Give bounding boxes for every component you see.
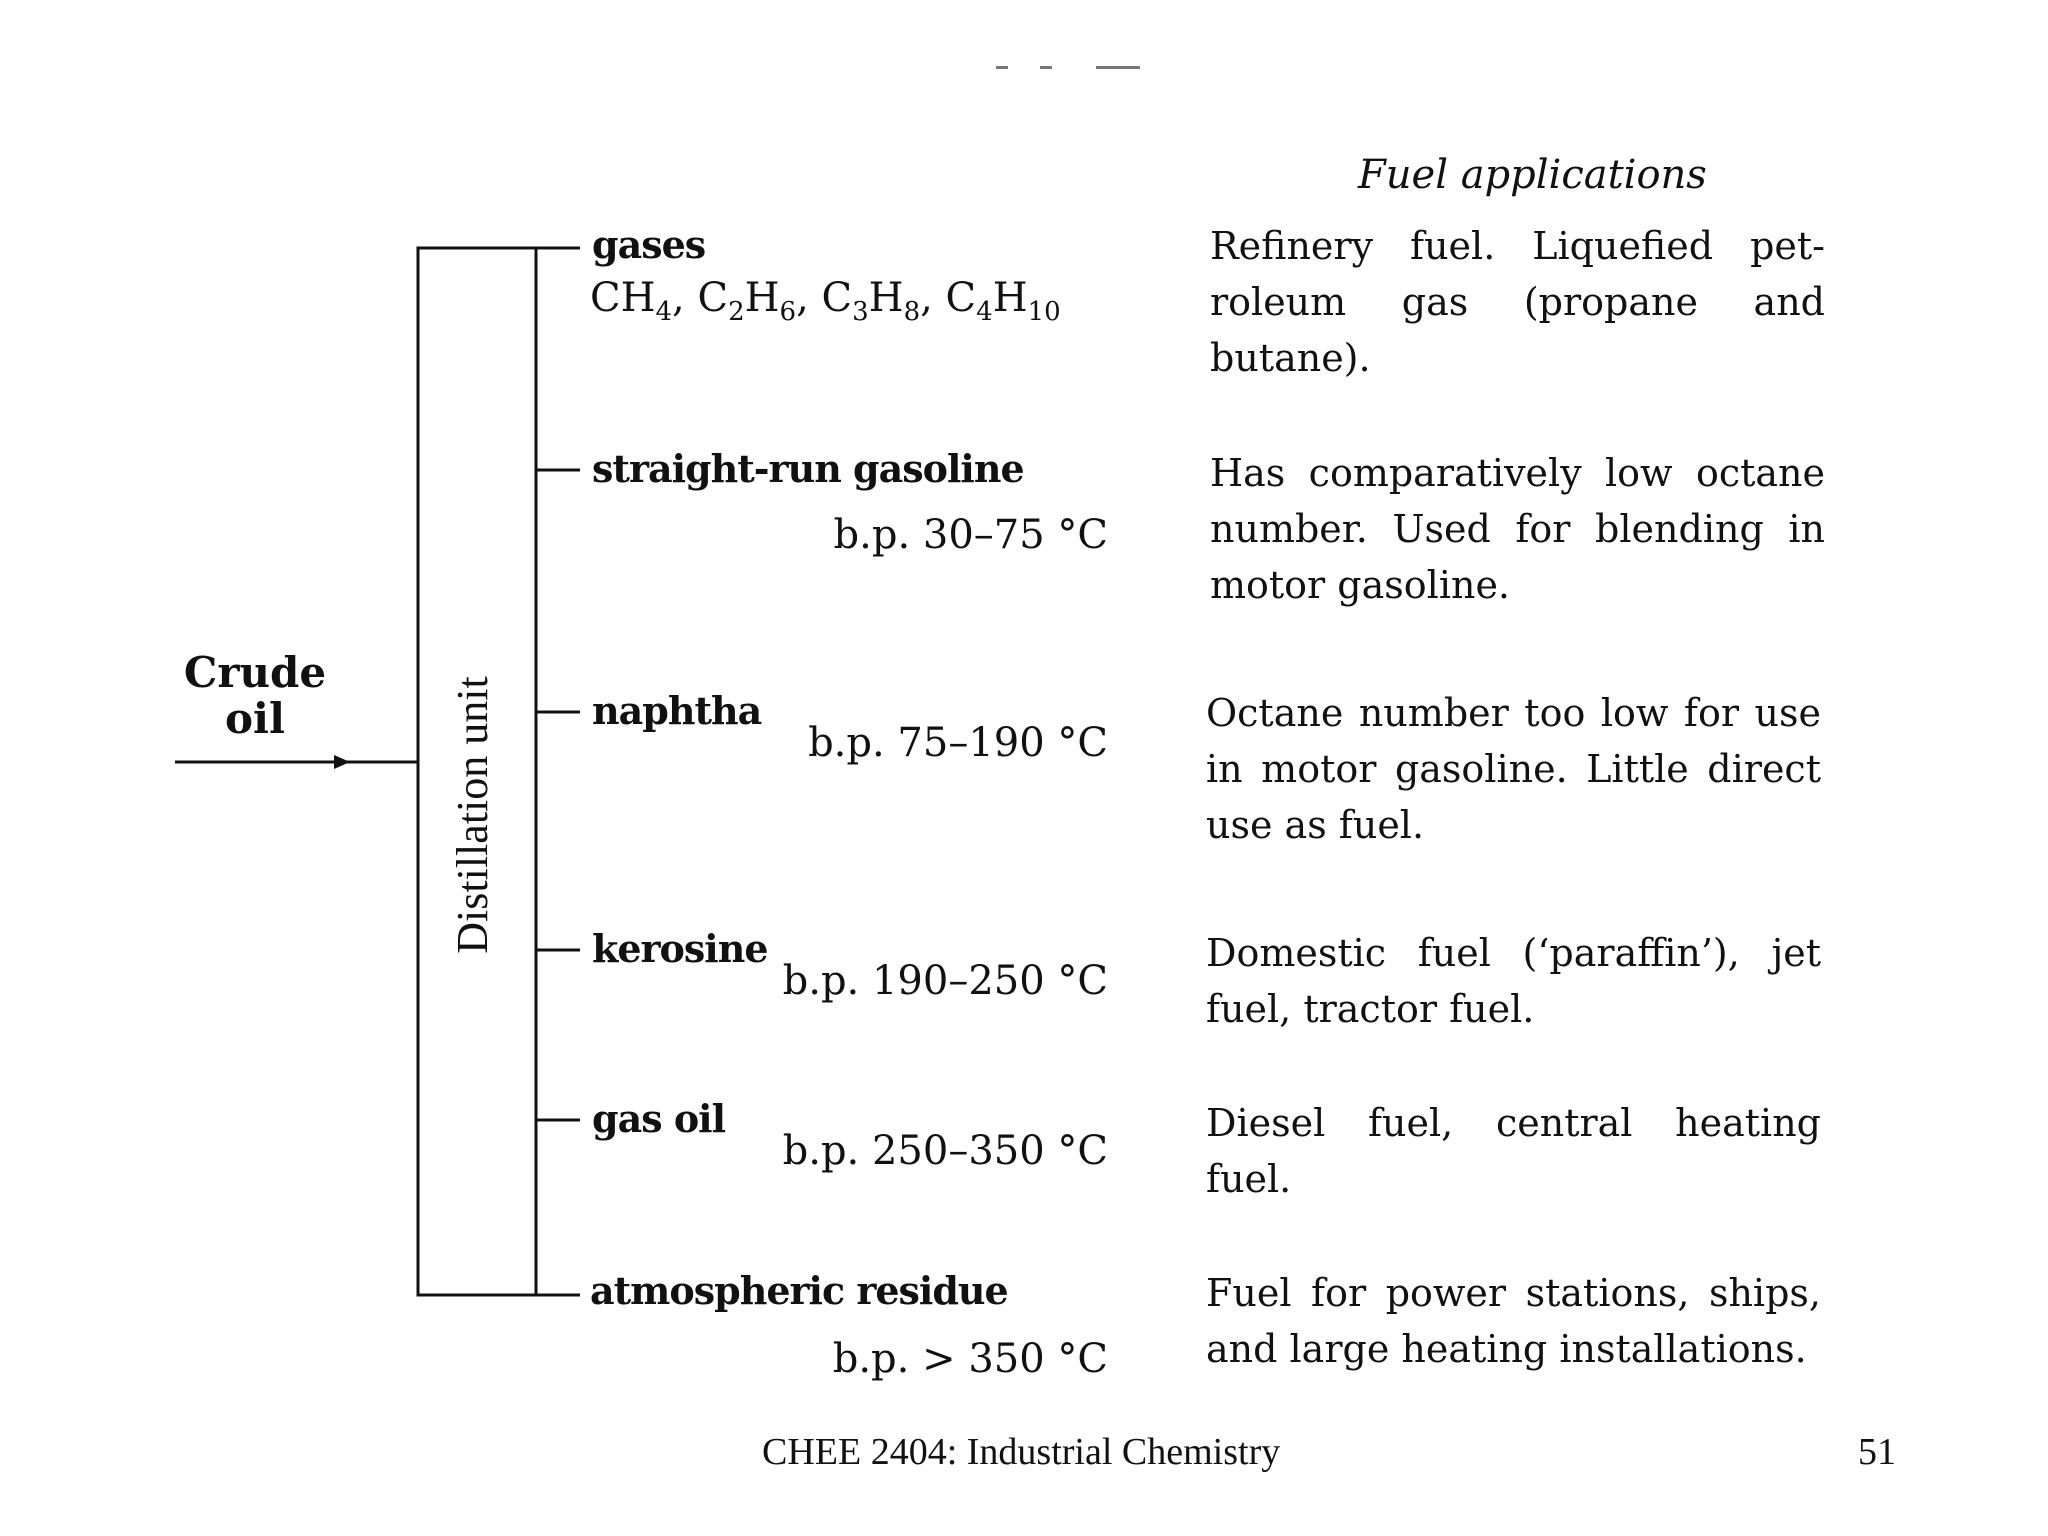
formula-c2h6-element-h: H xyxy=(744,275,780,321)
fraction-name-kerosine: kerosine xyxy=(592,926,768,971)
application-straight-run-gasoline: Has comparatively low octane number. Used for blending in motor gasoline. xyxy=(1210,451,1825,607)
application-gases: Refinery fuel. Liquefied pet-roleum gas (propane and butane). xyxy=(1210,224,1825,380)
formula-ch4-element: CH xyxy=(590,275,656,321)
boiling-point-naphtha: b.p. 75–190 °C xyxy=(808,720,1108,766)
formula-c4h10-element-c: C xyxy=(945,275,977,321)
formula-c4h10-element-h: H xyxy=(992,275,1028,321)
fraction-name-atmospheric-residue: atmospheric residue xyxy=(590,1268,1008,1313)
formula-c4h10-subscript-c: 4 xyxy=(976,297,993,327)
formula-ch4-subscript: 4 xyxy=(655,297,673,327)
application-atmospheric-residue: Fuel for power stations, ships, and large heating installations. xyxy=(1206,1271,1821,1371)
crude-oil-label-line2: oil xyxy=(225,694,285,743)
footer-course-title: CHEE 2404: Industrial Chemistry xyxy=(762,1431,1281,1473)
formula-c2h6-subscript-h: 6 xyxy=(779,297,797,327)
formula-c2h6-element-c: C xyxy=(697,275,729,321)
formula-c2h6-subscript-c: 2 xyxy=(728,297,745,327)
crude-oil-label xyxy=(170,650,340,742)
formula-c3h8-element-h: H xyxy=(868,275,904,321)
formula-c3h8-subscript-c: 3 xyxy=(852,297,869,327)
footer-page-number: 51 xyxy=(1858,1431,1896,1473)
boiling-point-kerosine: b.p. 190–250 °C xyxy=(782,958,1108,1004)
fraction-name-gases: gases xyxy=(592,222,706,267)
crude-oil-label-line1: Crude xyxy=(183,648,327,697)
application-kerosine: Domestic fuel (‘paraffin’), jet fuel, tractor fuel. xyxy=(1206,931,1821,1031)
gases-formula: $CH_4$, $C_2H_6$, $C_3H_8$, $C_4H_{10}$ xyxy=(590,275,1061,327)
formula-c4h10-subscript-h: 10 xyxy=(1027,297,1061,327)
fraction-name-straight-run-gasoline: straight-run gasoline xyxy=(592,446,1024,491)
fuel-applications-heading: Fuel applications xyxy=(1358,152,1707,198)
application-naphtha: Octane number too low for use in motor gasoline. Little direct use as fuel. xyxy=(1206,691,1821,847)
application-gas-oil: Diesel fuel, central heating fuel. xyxy=(1206,1101,1821,1201)
boiling-point-atmospheric-residue: b.p. > 350 °C xyxy=(832,1336,1108,1382)
fraction-name-naphtha: naphtha xyxy=(592,688,762,733)
boiling-point-straight-run-gasoline: b.p. 30–75 °C xyxy=(833,512,1108,558)
distillation-unit-label: Distillation unit xyxy=(448,676,497,954)
formula-c3h8-element-c: C xyxy=(821,275,853,321)
boiling-point-gas-oil: b.p. 250–350 °C xyxy=(782,1128,1108,1174)
fraction-name-gas-oil: gas oil xyxy=(592,1096,726,1141)
formula-c3h8-subscript-h: 8 xyxy=(903,297,921,327)
